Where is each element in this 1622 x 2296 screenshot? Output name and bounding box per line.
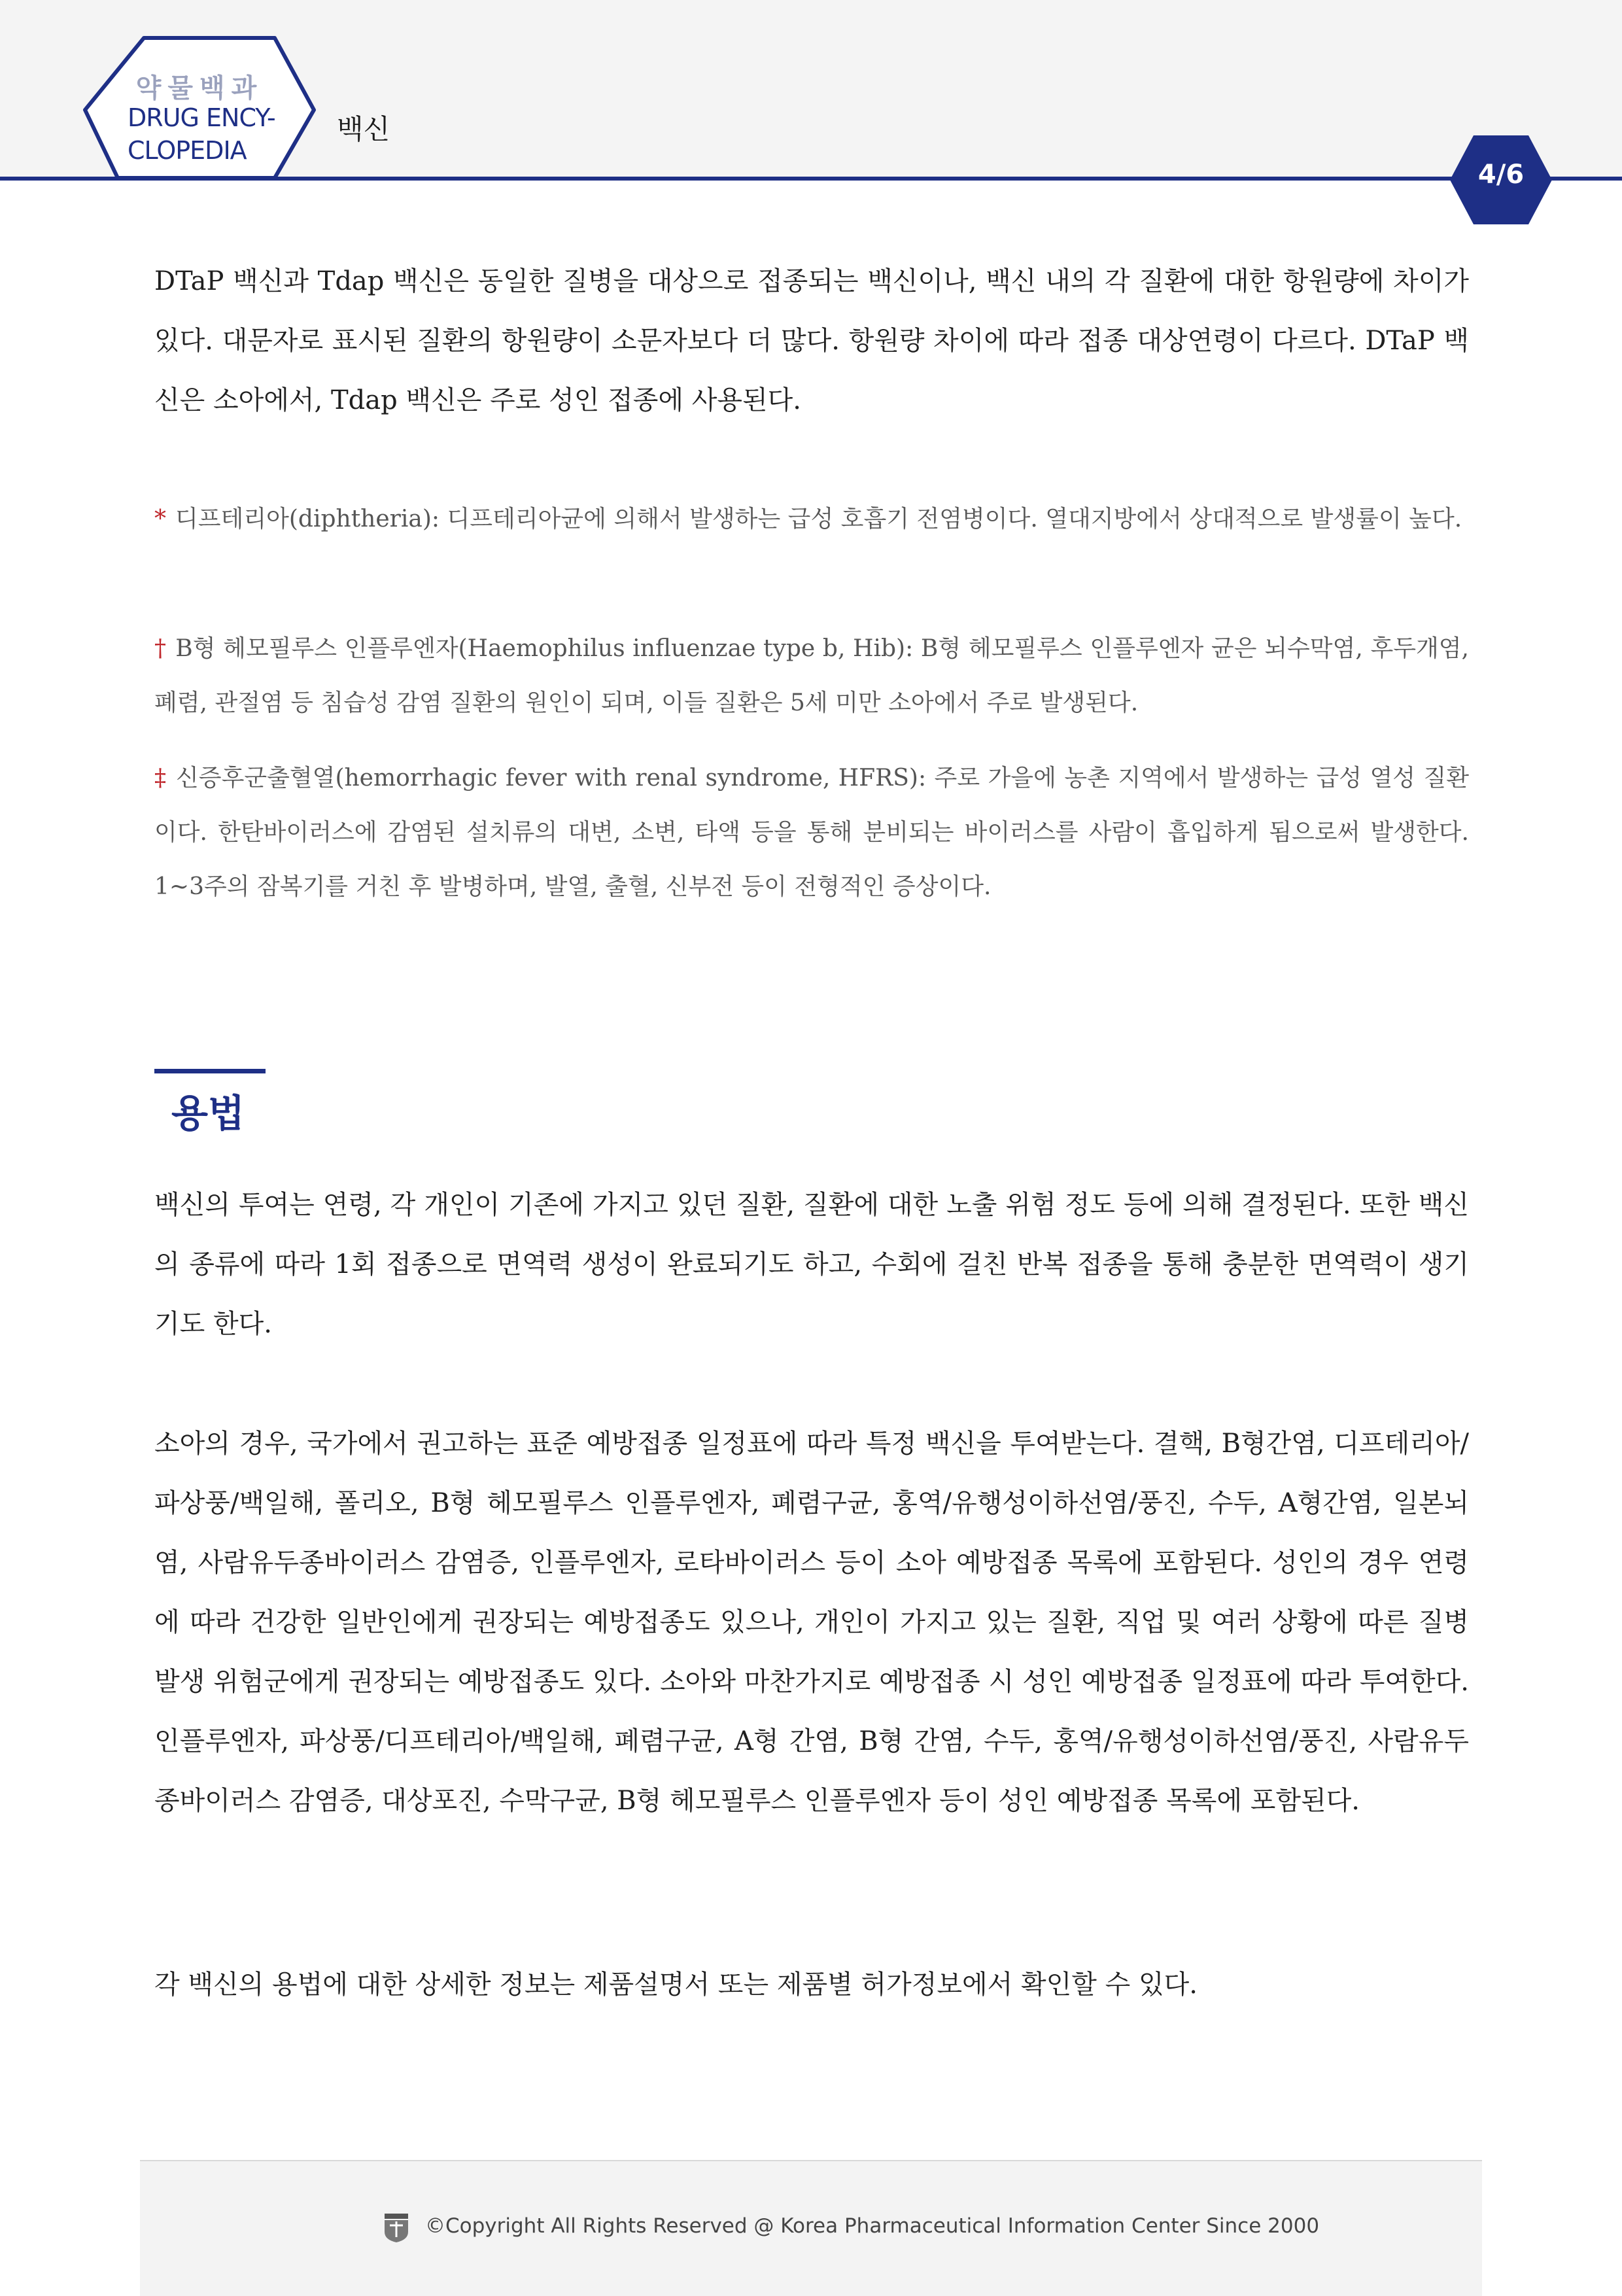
footnote-mark: † (154, 635, 167, 662)
footnote-mark: ‡ (154, 765, 167, 791)
page-number: 4/6 (1477, 160, 1525, 190)
footnote-text: B형 헤모필루스 인플루엔자(Haemophilus influenzae type b, Hib): B형 헤모필루스 인플루엔자 균은 뇌수막염, 후두개염, 폐렴, 관절염 등 침습성 감염 질환의 원인이 되며, 이들 질환은 5세 미만 소아에서 주로 발생된다. (154, 635, 1469, 716)
usage-paragraph-2: 소아의 경우, 국가에서 권고하는 표준 예방접종 일정표에 따라 특정 백신을 투여받는다. 결핵, B형간염, 디프테리아/파상풍/백일해, 폴리오, B형 헤모필루스 인플루엔자, 폐렴구균, 홍역/유행성이하선염/풍진, 수두, A형간염, 일본뇌염, 사람유두종바이러스 감염증, 인플루엔자, 로타바이러스 등이 소아 예방접종 목록에 포함된다. 성인의 경우 연령에 따라 건강한 일반인에게 권장되는 예방접종도 있으나, 개인이 가지고 있는 질환, 직업 및 여러 상황에 따른 질병 발생 위험군에게 권장되는 예방접종도 있다. 소아와 마찬가지로 예방접종 시 성인 예방접종 일정표에 따라 투여한다. 인플루엔자, 파상풍/디프테리아/백일해, 폐렴구균, A형 간염, B형 간염, 수두, 홍역/유행성이하선염/풍진, 사람유두종바이러스 감염증, 대상포진, 수막구균, B형 헤모필루스 인플루엔자 등이 성인 예방접종 목록에 포함된다. (154, 1429, 1469, 1816)
logo-english-line-2: CLOPEDIA (128, 136, 247, 165)
heading-accent-bar (154, 1069, 266, 1073)
usage-paragraph-1: 백신의 투여는 연령, 각 개인이 기존에 가지고 있던 질환, 질환에 대한 노출 위험 정도 등에 의해 결정된다. 또한 백신의 종류에 따라 1회 접종으로 면역력 생성이 완료되기도 하고, 수회에 걸친 반복 접종을 통해 충분한 면역력이 생기기도 한다. (154, 1190, 1469, 1339)
footnote-diphtheria (154, 492, 1469, 546)
shield-logo-icon (382, 2212, 411, 2244)
logo-korean-text: 약물백과 (135, 73, 264, 103)
section-title: 백신 (337, 113, 390, 145)
usage-heading: 용법 (171, 1091, 245, 1136)
footnote-text: 신증후군출혈열(hemorrhagic fever with renal syndrome, HFRS): 주로 가을에 농촌 지역에서 발생하는 급성 열성 질환이다. 한탄바이러스에 감염된 설치류의 대변, 소변, 타액 등을 통해 분비되는 바이러스를 사람이 흡입하게 됨으로써 발생한다. 1~3주의 잠복기를 거친 후 발병하며, 발열, 출혈, 신부전 등이 전형적인 증상이다. (154, 765, 1470, 900)
footnote-text: 디프테리아(diphtheria): 디프테리아균에 의해서 발생하는 급성 호흡기 전염병이다. 열대지방에서 상대적으로 발생률이 높다. (175, 506, 1462, 532)
usage-paragraph-3: 각 백신의 용법에 대한 상세한 정보는 제품설명서 또는 제품별 허가정보에서 확인할 수 있다. (154, 1970, 1198, 2000)
intro-paragraph: DTaP 백신과 Tdap 백신은 동일한 질병을 대상으로 접종되는 백신이나, 백신 내의 각 질환에 대한 항원량에 차이가 있다. 대문자로 표시된 질환의 항원량이 소문자보다 더 많다. 항원량 차이에 따라 접종 대상연령이 다르다. DTaP 백신은 소아에서, Tdap 백신은 주로 성인 접종에 사용된다. (154, 266, 1469, 415)
copyright-text: ©Copyright All Rights Reserved @ Korea Pharmaceutical Information Center Since 2000 (425, 2214, 1320, 2238)
logo-english-text (128, 101, 278, 167)
footnote-mark: * (154, 506, 166, 532)
footnote-hfrs (154, 751, 1469, 914)
logo-english-line-1: DRUG ENCY- (128, 103, 275, 132)
footnote-hib (154, 621, 1469, 730)
